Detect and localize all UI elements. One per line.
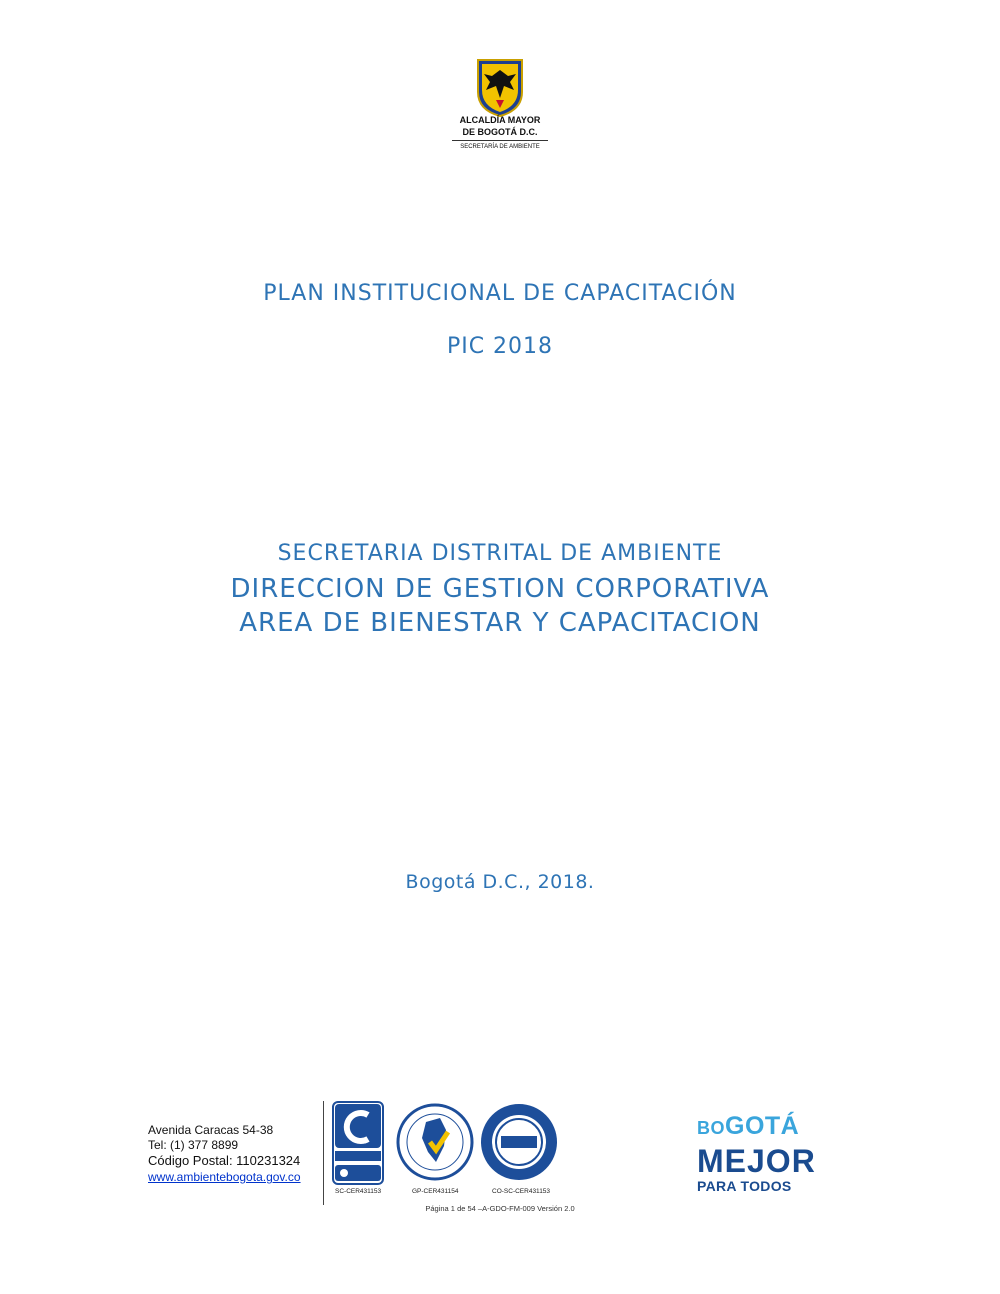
bogota-logo-g: G — [725, 1112, 745, 1140]
header-org-line-2: DE BOGOTÁ D.C. — [462, 127, 538, 137]
bogota-logo-big-part: OTÁ — [744, 1112, 800, 1140]
footer-phone: Tel: (1) 377 8899 — [148, 1138, 239, 1152]
bogota-logo-line-1 — [697, 1112, 799, 1141]
cert-code-1: SC-CER431153 — [335, 1188, 382, 1195]
iso-9001-icontec-logo — [332, 1101, 384, 1185]
header-org-line-3: SECRETARÍA DE AMBIENTE — [460, 144, 540, 150]
ntcgp-1000-certification-logo — [396, 1102, 474, 1184]
footer-website-link[interactable]: www.ambientebogota.gov.co — [148, 1170, 301, 1184]
page-number: Página 1 de 54 –A-GDO-FM-009 Versión 2.0 — [425, 1204, 575, 1213]
organization-line-3: AREA DE BIENESTAR Y CAPACITACION — [239, 608, 761, 638]
footer-postal-code: Código Postal: 110231324 — [148, 1153, 301, 1168]
header-divider — [452, 140, 548, 141]
header-org-line-1: ALCALDÍA MAYOR — [459, 115, 541, 125]
organization-line-1: SECRETARIA DISTRITAL DE AMBIENTE — [277, 541, 723, 566]
bogota-logo-line-3: PARA TODOS — [697, 1178, 792, 1194]
bogota-logo-line-2: MEJOR — [697, 1143, 816, 1179]
iqnet-certified-logo — [479, 1102, 559, 1182]
cert-code-3: CO-SC-CER431153 — [492, 1188, 551, 1195]
bogota-coat-of-arms-logo — [470, 56, 530, 118]
organization-line-2: DIRECCION DE GESTION CORPORATIVA — [230, 574, 770, 604]
bogota-logo-small-part: BO — [697, 1118, 725, 1138]
footer-divider — [323, 1101, 324, 1205]
place-date: Bogotá D.C., 2018. — [405, 871, 595, 893]
footer-address: Avenida Caracas 54-38 — [148, 1123, 274, 1137]
document-subtitle: PIC 2018 — [446, 334, 554, 359]
cert-code-2: GP-CER431154 — [412, 1188, 459, 1195]
document-title: PLAN INSTITUCIONAL DE CAPACITACIÓN — [263, 281, 737, 306]
